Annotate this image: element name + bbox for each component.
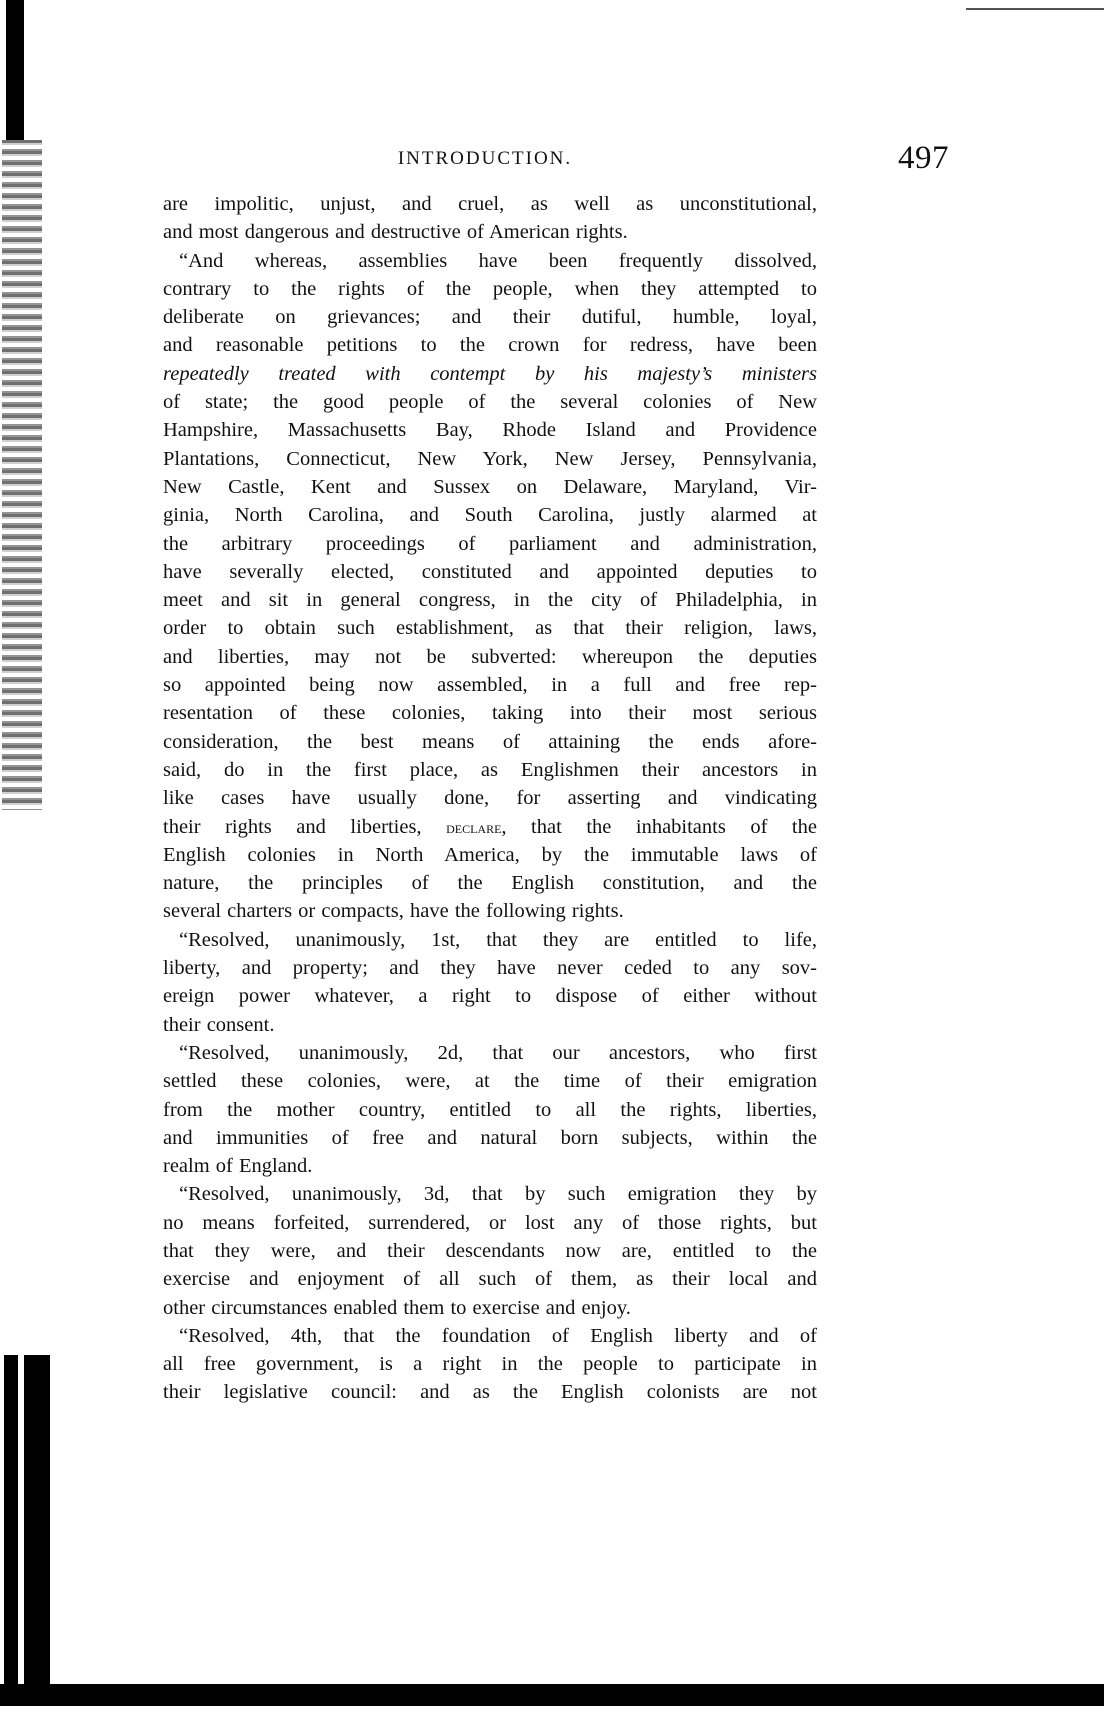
text-line: [163, 1322, 817, 1350]
text-line: [163, 558, 817, 586]
line-text: resentation of these colonies, taking into their most serious: [163, 702, 817, 725]
line-text: the arbitrary proceedings of parliament and administration,: [163, 532, 817, 555]
text-line: [163, 756, 817, 784]
text-line: [163, 1096, 817, 1124]
line-text: no means forfeited, surrendered, or lost any of those rights, but: [163, 1211, 817, 1234]
line-text: Plantations, Connecticut, New York, New Jersey, Pennsylvania,: [163, 447, 817, 470]
line-text: their legislative council: and as the English colonists are not: [163, 1381, 817, 1404]
line-text: like cases have usually done, for asserting and vindicating: [163, 787, 817, 810]
line-text: contrary to the rights of the people, when they attempted to: [163, 277, 817, 300]
text-line: [163, 586, 817, 614]
text-line: [163, 1124, 817, 1152]
text-line: [163, 190, 817, 218]
text-line: [163, 671, 817, 699]
line-text: , that the inhabitants of the: [501, 815, 817, 838]
line-text: settled these colonies, were, at the time of their emigration: [163, 1070, 817, 1093]
text-line: [163, 1350, 817, 1378]
line-text: “Resolved, 4th, that the foundation of English liberty and of: [179, 1324, 817, 1347]
line-text: liberty, and property; and they have never ceded to any sov-: [163, 957, 817, 980]
top-right-rule: [966, 8, 1104, 10]
line-text: exercise and enjoyment of all such of them, as their local and: [163, 1268, 817, 1291]
text-line: [163, 954, 817, 982]
line-text: so appointed being now assembled, in a full and free rep-: [163, 674, 817, 697]
text-line: [163, 728, 817, 756]
text-line: [163, 643, 817, 671]
line-text: “Resolved, unanimously, 1st, that they are entitled to life,: [179, 928, 817, 951]
text-line: [163, 247, 817, 275]
text-line: [163, 1378, 817, 1406]
line-text: realm of England.: [163, 1155, 313, 1178]
text-line: [163, 416, 817, 444]
text-line: [163, 1067, 817, 1095]
line-text: nature, the principles of the English constitution, and the: [163, 872, 817, 895]
body-text: [163, 190, 817, 1407]
text-line: [163, 614, 817, 642]
binding-edge-top: [6, 0, 24, 140]
line-text: of state; the good people of the several colonies of New: [163, 391, 817, 414]
line-text: and liberties, may not be subverted: whereupon the deputies: [163, 645, 817, 668]
line-text: other circumstances enabled them to exercise and enjoy.: [163, 1296, 631, 1319]
text-line: [163, 388, 817, 416]
line-text: have severally elected, constituted and appointed deputies to: [163, 560, 817, 583]
page-number: 497: [898, 140, 949, 176]
small-caps-text: declare: [446, 817, 502, 837]
text-line: [163, 303, 817, 331]
text-line: [163, 1294, 817, 1322]
text-line: [163, 869, 817, 897]
bottom-scan-edge: [0, 1684, 1104, 1706]
text-line: [163, 275, 817, 303]
line-text: all free government, is a right in the people to participate in: [163, 1353, 817, 1376]
text-line: [163, 530, 817, 558]
running-head: INTRODUCTION.: [397, 148, 573, 169]
text-line: [163, 982, 817, 1010]
line-text: meet and sit in general congress, in the city of Philadelphia, in: [163, 589, 817, 612]
text-line: [163, 218, 817, 246]
line-text: ereign power whatever, a right to dispose of either without: [163, 985, 817, 1008]
line-text: that they were, and their descendants now are, entitled to the: [163, 1239, 817, 1262]
line-text: New Castle, Kent and Sussex on Delaware, Maryland, Vir-: [163, 475, 817, 498]
text-line: [163, 445, 817, 473]
text-line: [163, 1152, 817, 1180]
text-line: [163, 926, 817, 954]
line-text: from the mother country, entitled to all the rights, liberties,: [163, 1098, 817, 1121]
line-text: “Resolved, unanimously, 2d, that our ancestors, who first: [179, 1041, 817, 1064]
line-text: several charters or compacts, have the following rights.: [163, 900, 624, 923]
line-text: “Resolved, unanimously, 3d, that by such emigration they by: [179, 1183, 817, 1206]
line-text: order to obtain such establishment, as that their religion, laws,: [163, 617, 817, 640]
text-line: [163, 699, 817, 727]
line-text: “And whereas, assemblies have been frequently dissolved,: [179, 249, 817, 272]
line-text: Hampshire, Massachusetts Bay, Rhode Island and Providence: [163, 419, 817, 442]
line-text: English colonies in North America, by the immutable laws of: [163, 843, 817, 866]
text-line: [163, 331, 817, 359]
binding-edge-middle: [2, 140, 42, 810]
text-line: [163, 1011, 817, 1039]
text-line: [163, 1237, 817, 1265]
line-text: and reasonable petitions to the crown for redress, have been: [163, 334, 817, 357]
line-text: consideration, the best means of attaining the ends afore-: [163, 730, 817, 753]
line-text: their consent.: [163, 1013, 275, 1036]
text-line: [163, 784, 817, 812]
text-line: [163, 473, 817, 501]
line-text: their rights and liberties,: [163, 815, 447, 838]
text-line: [163, 1039, 817, 1067]
line-text: repeatedly treated with contempt by his majesty’s ministers: [163, 362, 817, 385]
line-text: and immunities of free and natural born subjects, within the: [163, 1126, 817, 1149]
line-text: are impolitic, unjust, and cruel, as well as unconstitutional,: [163, 193, 817, 215]
text-line: [163, 360, 817, 388]
text-line: [163, 1265, 817, 1293]
binding-edge-bottom-2: [24, 1355, 50, 1695]
binding-edge-bottom: [4, 1355, 18, 1685]
line-text: ginia, North Carolina, and South Carolina, justly alarmed at: [163, 504, 817, 527]
line-text: deliberate on grievances; and their dutiful, humble, loyal,: [163, 306, 817, 329]
text-line: [163, 1180, 817, 1208]
line-text: and most dangerous and destructive of American rights.: [163, 221, 628, 244]
text-line: [163, 813, 817, 841]
text-line: [163, 1209, 817, 1237]
text-line: [163, 501, 817, 529]
line-text: said, do in the first place, as Englishmen their ancestors in: [163, 758, 817, 781]
text-line: [163, 897, 817, 925]
text-line: [163, 841, 817, 869]
